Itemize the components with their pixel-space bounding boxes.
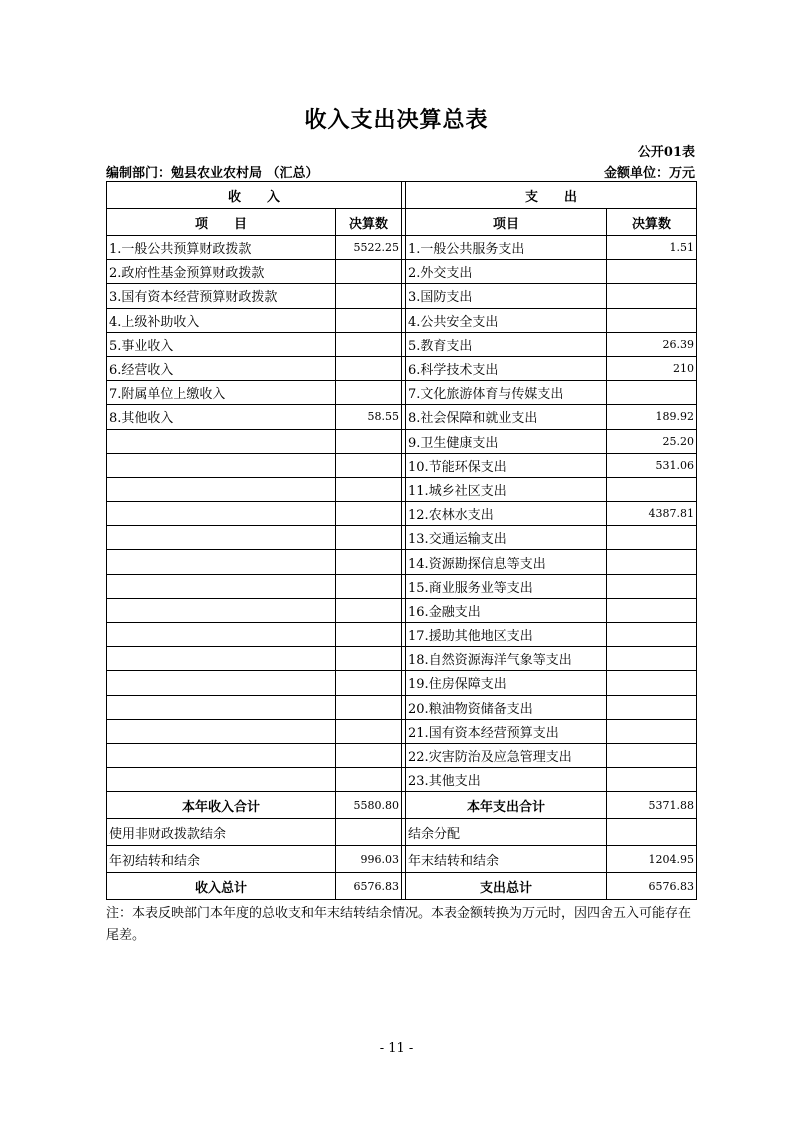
table-note: 注：本表反映部门本年度的总收支和年末结转结余情况。本表金额转换为万元时，因四舍五入可能存在尾差。: [106, 906, 692, 943]
table-row: [107, 260, 697, 284]
expense-item-value: [607, 623, 697, 647]
income-item-label: [107, 502, 336, 526]
income-item-label: [107, 574, 336, 598]
nonfiscal-label: 使用非财政拨款结余: [107, 819, 336, 846]
income-item-value: [336, 574, 402, 598]
year-total-row: [107, 792, 697, 819]
income-item-value: [336, 381, 402, 405]
expense-item-label: 18.自然资源海洋气象等支出: [406, 647, 607, 671]
grand-total-row: [107, 873, 697, 900]
table-row: [107, 477, 697, 501]
expense-item-value: [607, 477, 697, 501]
income-item-label: 8.其他收入: [107, 405, 336, 429]
income-item-value: [336, 671, 402, 695]
income-item-label: 6.经营收入: [107, 356, 336, 380]
expense-item-value: 531.06: [607, 453, 697, 477]
expense-item-label: 10.节能环保支出: [406, 453, 607, 477]
income-item-value: 58.55: [336, 405, 402, 429]
income-item-value: [336, 308, 402, 332]
expense-item-label: 3.国防支出: [406, 284, 607, 308]
table-header-row: [107, 182, 697, 209]
table-row: [107, 743, 697, 767]
income-total-value: 6576.83: [336, 873, 402, 900]
table-row: [107, 598, 697, 622]
table-row: [107, 405, 697, 429]
expense-item-label: 14.资源勘探信息等支出: [406, 550, 607, 574]
table-row: [107, 623, 697, 647]
begin-carryover-value: 996.03: [336, 846, 402, 873]
income-item-value: [336, 768, 402, 792]
expense-item-value: [607, 695, 697, 719]
income-amount-header: 决算数: [336, 209, 402, 236]
income-item-header: 项 目: [107, 209, 336, 236]
begin-carryover-label: 年初结转和结余: [107, 846, 336, 873]
income-item-label: [107, 550, 336, 574]
end-carryover-value: 1204.95: [607, 846, 697, 873]
income-item-label: [107, 453, 336, 477]
expense-item-label: 1.一般公共服务支出: [406, 236, 607, 260]
table-row: [107, 453, 697, 477]
expense-item-label: 20.粮油物资储备支出: [406, 695, 607, 719]
table-row: [107, 695, 697, 719]
income-item-value: [336, 332, 402, 356]
expense-item-value: [607, 526, 697, 550]
expense-item-label: 2.外交支出: [406, 260, 607, 284]
table-row: [107, 381, 697, 405]
expense-item-label: 13.交通运输支出: [406, 526, 607, 550]
table-row: [107, 502, 697, 526]
income-item-value: [336, 429, 402, 453]
income-item-label: [107, 623, 336, 647]
expense-item-label: 15.商业服务业等支出: [406, 574, 607, 598]
year-expense-value: 5371.88: [607, 792, 697, 819]
table-row: [107, 671, 697, 695]
page-number: - 11 -: [379, 1041, 414, 1056]
table-row: [107, 429, 697, 453]
expense-header: 支 出: [406, 182, 697, 209]
income-item-value: [336, 550, 402, 574]
table-row: [107, 647, 697, 671]
income-item-value: [336, 260, 402, 284]
income-item-value: [336, 695, 402, 719]
expense-item-label: 19.住房保障支出: [406, 671, 607, 695]
income-item-label: 2.政府性基金预算财政拨款: [107, 260, 336, 284]
income-item-label: [107, 647, 336, 671]
table-row: [107, 719, 697, 743]
income-item-label: [107, 743, 336, 767]
income-item-label: [107, 598, 336, 622]
table-subheader-row: [107, 209, 697, 236]
expense-item-label: 4.公共安全支出: [406, 308, 607, 332]
expense-item-label: 21.国有资本经营预算支出: [406, 719, 607, 743]
income-item-value: [336, 743, 402, 767]
table-row: [107, 526, 697, 550]
expense-item-label: 17.援助其他地区支出: [406, 623, 607, 647]
income-item-value: [336, 719, 402, 743]
table-row: [107, 356, 697, 380]
income-item-label: [107, 526, 336, 550]
page-title: 收入支出决算总表: [304, 107, 489, 133]
nonfiscal-row: [107, 819, 697, 846]
expense-item-value: [607, 719, 697, 743]
income-item-value: [336, 526, 402, 550]
income-item-label: [107, 429, 336, 453]
expense-item-value: [607, 671, 697, 695]
income-item-value: [336, 453, 402, 477]
income-item-value: [336, 284, 402, 308]
income-item-label: [107, 477, 336, 501]
expense-item-value: [607, 260, 697, 284]
expense-item-value: 25.20: [607, 429, 697, 453]
expense-item-label: 12.农林水支出: [406, 502, 607, 526]
expense-item-label: 8.社会保障和就业支出: [406, 405, 607, 429]
nonfiscal-value: [336, 819, 402, 846]
income-item-value: [336, 477, 402, 501]
expense-item-value: [607, 647, 697, 671]
carryover-row: [107, 846, 697, 873]
distribution-label: 结余分配: [406, 819, 607, 846]
income-item-label: 3.国有资本经营预算财政拨款: [107, 284, 336, 308]
expense-item-value: [607, 308, 697, 332]
expense-item-value: 26.39: [607, 332, 697, 356]
table-row: [107, 284, 697, 308]
expense-item-value: [607, 381, 697, 405]
income-item-label: [107, 671, 336, 695]
table-row: [107, 308, 697, 332]
year-income-value: 5580.80: [336, 792, 402, 819]
income-header: 收 入: [107, 182, 402, 209]
income-item-value: 5522.25: [336, 236, 402, 260]
distribution-value: [607, 819, 697, 846]
expense-item-header: 项目: [406, 209, 607, 236]
year-income-label: 本年收入合计: [107, 792, 336, 819]
expense-item-value: [607, 768, 697, 792]
income-item-label: 4.上级补助收入: [107, 308, 336, 332]
table-row: [107, 236, 697, 260]
expense-amount-header: 决算数: [607, 209, 697, 236]
end-carryover-label: 年末结转和结余: [406, 846, 607, 873]
table-row: [107, 550, 697, 574]
expense-item-label: 23.其他支出: [406, 768, 607, 792]
income-total-label: 收入总计: [107, 873, 336, 900]
expense-item-value: 4387.81: [607, 502, 697, 526]
expense-item-label: 7.文化旅游体育与传媒支出: [406, 381, 607, 405]
expense-total-value: 6576.83: [607, 873, 697, 900]
budget-summary-table: [106, 181, 697, 900]
income-item-label: 1.一般公共预算财政拨款: [107, 236, 336, 260]
income-item-value: [336, 356, 402, 380]
expense-item-value: 189.92: [607, 405, 697, 429]
expense-item-value: [607, 743, 697, 767]
income-item-label: 7.附属单位上缴收入: [107, 381, 336, 405]
expense-item-value: [607, 598, 697, 622]
expense-item-label: 6.科学技术支出: [406, 356, 607, 380]
income-item-value: [336, 502, 402, 526]
expense-item-value: 1.51: [607, 236, 697, 260]
income-item-value: [336, 647, 402, 671]
expense-item-value: [607, 284, 697, 308]
amount-unit-label: 金额单位：万元: [603, 166, 695, 181]
income-item-label: 5.事业收入: [107, 332, 336, 356]
expense-item-value: [607, 550, 697, 574]
expense-item-label: 16.金融支出: [406, 598, 607, 622]
table-row: [107, 768, 697, 792]
expense-item-value: 210: [607, 356, 697, 380]
income-item-label: [107, 719, 336, 743]
income-item-value: [336, 623, 402, 647]
table-row: [107, 574, 697, 598]
income-item-label: [107, 695, 336, 719]
expense-item-label: 9.卫生健康支出: [406, 429, 607, 453]
expense-item-label: 11.城乡社区支出: [406, 477, 607, 501]
income-item-label: [107, 768, 336, 792]
form-number: 公开01表: [637, 145, 695, 160]
expense-total-label: 支出总计: [406, 873, 607, 900]
expense-item-label: 22.灾害防治及应急管理支出: [406, 743, 607, 767]
expense-item-value: [607, 574, 697, 598]
department-label: 编制部门：勉县农业农村局 （汇总）: [106, 166, 319, 181]
income-item-value: [336, 598, 402, 622]
expense-item-label: 5.教育支出: [406, 332, 607, 356]
year-expense-label: 本年支出合计: [406, 792, 607, 819]
table-row: [107, 332, 697, 356]
